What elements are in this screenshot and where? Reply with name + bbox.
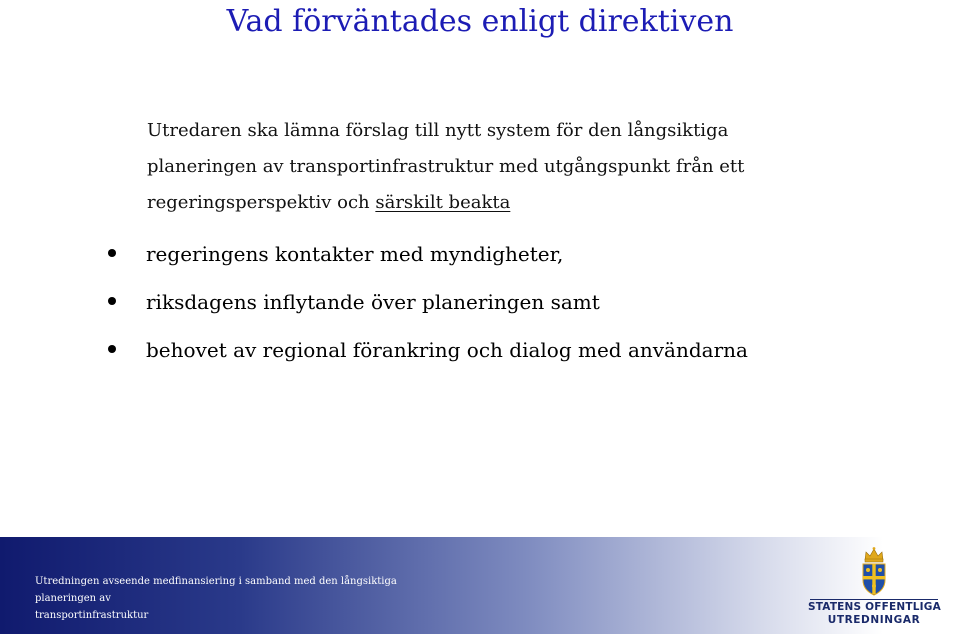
bullet-text: behovet av regional förankring och dialog med användarna: [146, 338, 748, 362]
logo-text-line-2: UTREDNINGAR: [827, 614, 921, 626]
intro-paragraph: [147, 113, 867, 221]
logo-divider: [810, 599, 938, 600]
intro-line-3-text: regeringsperspektiv och: [147, 192, 376, 213]
footer-caption-line-2: transportinfrastruktur: [35, 610, 149, 621]
bullet-icon: [108, 249, 116, 257]
underlined-phrase: särskilt beakta: [375, 192, 511, 213]
logo-text-line-1: STATENS OFFENTLIGA: [808, 601, 941, 613]
bullet-text: regeringens kontakter med myndigheter,: [146, 242, 564, 266]
intro-line-3: [147, 185, 867, 221]
bullet-item: [108, 328, 928, 376]
bullet-item: [108, 232, 928, 280]
swedish-coat-of-arms-icon: [858, 546, 890, 598]
bullet-list: [108, 232, 928, 376]
slide-title: Vad förväntades enligt direktiven: [226, 4, 734, 39]
bullet-icon: [108, 297, 116, 305]
footer-caption-line-1: Utredningen avseende medfinansiering i samband med den långsiktiga planeringen av: [35, 576, 397, 604]
footer-caption: [35, 573, 415, 624]
sou-logo: [808, 546, 940, 626]
bullet-item: [108, 280, 928, 328]
intro-line-1: Utredaren ska lämna förslag till nytt system för den långsiktiga: [147, 120, 729, 141]
intro-line-2: planeringen av transportinfrastruktur med utgångspunkt från ett: [147, 156, 745, 177]
bullet-icon: [108, 345, 116, 353]
bullet-text: riksdagens inflytande över planeringen samt: [146, 290, 600, 314]
